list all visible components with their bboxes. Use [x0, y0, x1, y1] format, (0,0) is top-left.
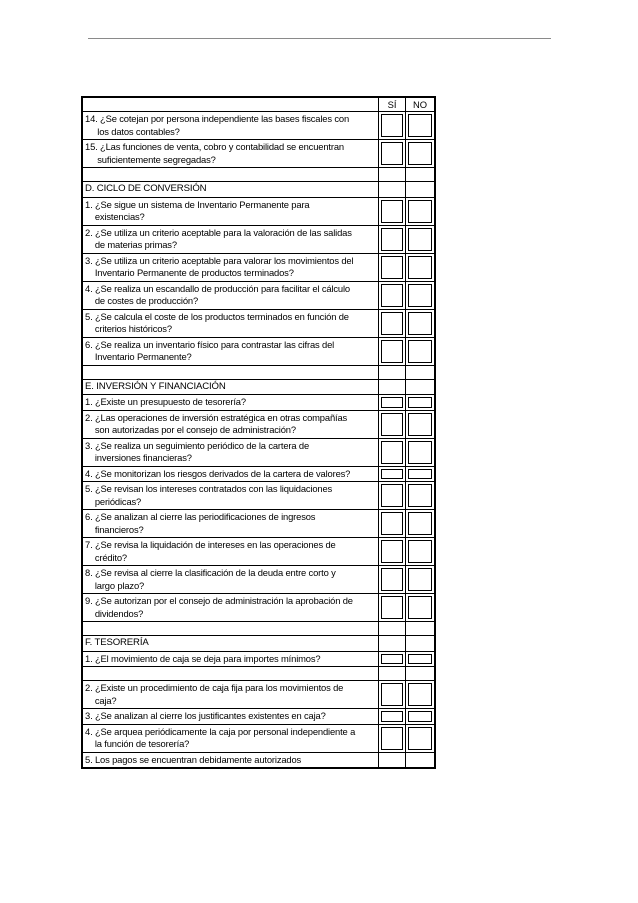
no-cell	[406, 709, 434, 724]
section-row	[83, 636, 434, 652]
yes-cell	[379, 566, 406, 593]
question-row	[83, 310, 434, 338]
question-text: 5. ¿Se revisan los intereses contratados con las liquidaciones periódicas?	[83, 482, 379, 509]
yes-cell	[379, 168, 406, 181]
question-text: 1. ¿Se sigue un sistema de Inventario Permanente para existencias?	[83, 198, 379, 225]
section-title: E. INVERSIÓN Y FINANCIACIÓN	[83, 380, 379, 395]
no-cell	[406, 594, 434, 621]
question-text: 15. ¿Las funciones de venta, cobro y contabilidad se encuentran suficientemente segregadas?	[83, 140, 379, 167]
question-row	[83, 566, 434, 594]
yes-cell	[379, 395, 406, 410]
no-checkbox[interactable]	[408, 397, 432, 408]
no-checkbox[interactable]	[408, 568, 432, 591]
yes-cell	[379, 709, 406, 724]
question-text: 5. ¿Se calcula el coste de los productos terminados en función de criterios históricos?	[83, 310, 379, 337]
yes-cell	[379, 254, 406, 281]
no-checkbox[interactable]	[408, 596, 432, 619]
yes-cell	[379, 467, 406, 482]
yes-cell	[379, 282, 406, 309]
no-cell	[406, 636, 434, 651]
no-cell	[406, 168, 434, 181]
no-checkbox[interactable]	[408, 340, 432, 363]
yes-checkbox[interactable]	[381, 469, 403, 480]
no-checkbox[interactable]	[408, 256, 432, 279]
no-cell	[406, 622, 434, 635]
top-rule	[88, 38, 551, 39]
yes-cell	[379, 681, 406, 708]
question-text: 4. ¿Se realiza un escandallo de producción para facilitar el cálculo de costes de producción?	[83, 282, 379, 309]
yes-cell	[379, 538, 406, 565]
question-text: 3. ¿Se utiliza un criterio aceptable para valorar los movimientos del Inventario Permanente de productos terminados?	[83, 254, 379, 281]
yes-cell	[379, 338, 406, 365]
question-text: 2. ¿Se utiliza un criterio aceptable para la valoración de las salidas de materias primas?	[83, 226, 379, 253]
yes-checkbox[interactable]	[381, 441, 403, 464]
no-cell	[406, 254, 434, 281]
no-checkbox[interactable]	[408, 114, 432, 137]
question-row	[83, 411, 434, 439]
yes-cell	[379, 594, 406, 621]
no-checkbox[interactable]	[408, 654, 432, 665]
yes-cell	[379, 652, 406, 667]
yes-cell	[379, 198, 406, 225]
yes-checkbox[interactable]	[381, 512, 403, 535]
yes-checkbox[interactable]	[381, 312, 403, 335]
no-checkbox[interactable]	[408, 540, 432, 563]
no-cell	[406, 140, 434, 167]
question-row	[83, 482, 434, 510]
no-cell	[406, 510, 434, 537]
yes-checkbox[interactable]	[381, 596, 403, 619]
question-text: 4. ¿Se arquea periódicamente la caja por personal independiente a la función de tesorería?	[83, 725, 379, 752]
question-row	[83, 681, 434, 709]
question-text: 6. ¿Se analizan al cierre las periodificaciones de ingresos financieros?	[83, 510, 379, 537]
question-text: 1. ¿El movimiento de caja se deja para importes mínimos?	[83, 652, 379, 667]
yes-checkbox[interactable]	[381, 654, 403, 665]
blank-row	[83, 622, 434, 636]
question-row	[83, 112, 434, 140]
no-cell	[406, 538, 434, 565]
question-text: 2. ¿Existe un procedimiento de caja fija para los movimientos de caja?	[83, 681, 379, 708]
question-text	[83, 168, 379, 181]
yes-cell	[379, 439, 406, 466]
no-cell	[406, 681, 434, 708]
question-text: 9. ¿Se autorizan por el consejo de administración la aprobación de dividendos?	[83, 594, 379, 621]
no-checkbox[interactable]	[408, 469, 432, 480]
no-checkbox[interactable]	[408, 228, 432, 251]
yes-cell	[379, 622, 406, 635]
yes-cell	[379, 140, 406, 167]
no-cell	[406, 395, 434, 410]
question-row	[83, 198, 434, 226]
question-text: 3. ¿Se realiza un seguimiento periódico de la cartera de inversiones financieras?	[83, 439, 379, 466]
no-cell	[406, 439, 434, 466]
yes-checkbox[interactable]	[381, 683, 403, 706]
no-cell	[406, 282, 434, 309]
yes-cell	[379, 636, 406, 651]
question-row	[83, 538, 434, 566]
no-cell	[406, 652, 434, 667]
no-cell	[406, 566, 434, 593]
blank-row	[83, 366, 434, 380]
yes-checkbox[interactable]	[381, 727, 403, 750]
no-cell	[406, 667, 434, 680]
no-checkbox[interactable]	[408, 711, 432, 722]
yes-checkbox[interactable]	[381, 256, 403, 279]
no-cell	[406, 182, 434, 197]
yes-cell	[379, 310, 406, 337]
question-text: 7. ¿Se revisa la liquidación de intereses en las operaciones de crédito?	[83, 538, 379, 565]
question-text: 2. ¿Las operaciones de inversión estratégica en otras compañías son autorizadas por el consejo de administración?	[83, 411, 379, 438]
yes-header: SÍ	[379, 98, 406, 111]
question-row	[83, 439, 434, 467]
blank-row	[83, 168, 434, 182]
yes-cell	[379, 226, 406, 253]
yes-checkbox[interactable]	[381, 568, 403, 591]
no-cell	[406, 366, 434, 379]
no-cell	[406, 411, 434, 438]
yes-checkbox[interactable]	[381, 397, 403, 408]
yes-checkbox[interactable]	[381, 484, 403, 507]
question-row	[83, 725, 434, 753]
question-text	[83, 622, 379, 635]
section-title: F. TESORERÍA	[83, 636, 379, 651]
question-row	[83, 510, 434, 538]
yes-cell	[379, 366, 406, 379]
yes-cell	[379, 510, 406, 537]
no-checkbox[interactable]	[408, 284, 432, 307]
no-checkbox[interactable]	[408, 727, 432, 750]
question-row	[83, 140, 434, 168]
yes-cell	[379, 182, 406, 197]
question-text	[83, 366, 379, 379]
question-text	[83, 667, 379, 680]
question-text: 6. ¿Se realiza un inventario físico para contrastar las cifras del Inventario Permanente?	[83, 338, 379, 365]
no-cell	[406, 198, 434, 225]
no-cell	[406, 112, 434, 139]
yes-checkbox[interactable]	[381, 284, 403, 307]
no-cell	[406, 226, 434, 253]
no-cell	[406, 467, 434, 482]
header-row	[83, 98, 434, 112]
no-checkbox[interactable]	[408, 200, 432, 223]
no-cell	[406, 753, 434, 768]
section-row	[83, 182, 434, 198]
yes-checkbox[interactable]	[381, 340, 403, 363]
yes-checkbox[interactable]	[381, 200, 403, 223]
question-row	[83, 338, 434, 366]
question-row	[83, 594, 434, 622]
yes-cell	[379, 380, 406, 395]
question-row	[83, 254, 434, 282]
no-cell	[406, 380, 434, 395]
yes-checkbox[interactable]	[381, 413, 403, 436]
blank-row	[83, 667, 434, 681]
question-row	[83, 753, 434, 768]
yes-checkbox[interactable]	[381, 228, 403, 251]
no-checkbox[interactable]	[408, 413, 432, 436]
question-row	[83, 467, 434, 483]
yes-checkbox[interactable]	[381, 142, 403, 165]
section-row	[83, 380, 434, 396]
question-text: 14. ¿Se cotejan por persona independiente las bases fiscales con los datos contables?	[83, 112, 379, 139]
no-cell	[406, 725, 434, 752]
question-row	[83, 282, 434, 310]
checklist-table	[81, 96, 436, 769]
question-row	[83, 709, 434, 725]
yes-cell	[379, 725, 406, 752]
yes-checkbox[interactable]	[381, 711, 403, 722]
question-text: 8. ¿Se revisa al cierre la clasificación de la deuda entre corto y largo plazo?	[83, 566, 379, 593]
no-checkbox[interactable]	[408, 441, 432, 464]
question-text: 3. ¿Se analizan al cierre los justificantes existentes en caja?	[83, 709, 379, 724]
yes-cell	[379, 482, 406, 509]
no-checkbox[interactable]	[408, 683, 432, 706]
question-row	[83, 652, 434, 668]
question-row	[83, 395, 434, 411]
no-cell	[406, 338, 434, 365]
yes-cell	[379, 112, 406, 139]
no-checkbox[interactable]	[408, 142, 432, 165]
no-header: NO	[412, 99, 428, 110]
section-title: D. CICLO DE CONVERSIÓN	[83, 182, 379, 197]
no-checkbox[interactable]	[408, 512, 432, 535]
yes-cell	[379, 667, 406, 680]
no-checkbox[interactable]	[408, 484, 432, 507]
yes-cell	[379, 753, 406, 768]
question-text	[83, 98, 379, 111]
yes-checkbox[interactable]	[381, 540, 403, 563]
question-text: 4. ¿Se monitorizan los riesgos derivados de la cartera de valores?	[83, 467, 379, 482]
yes-cell	[379, 411, 406, 438]
question-row	[83, 226, 434, 254]
no-cell	[406, 310, 434, 337]
yes-checkbox[interactable]	[381, 114, 403, 137]
no-cell	[406, 482, 434, 509]
no-checkbox[interactable]	[408, 312, 432, 335]
question-text: 5. Los pagos se encuentran debidamente autorizados	[83, 753, 379, 768]
question-text: 1. ¿Existe un presupuesto de tesorería?	[83, 395, 379, 410]
